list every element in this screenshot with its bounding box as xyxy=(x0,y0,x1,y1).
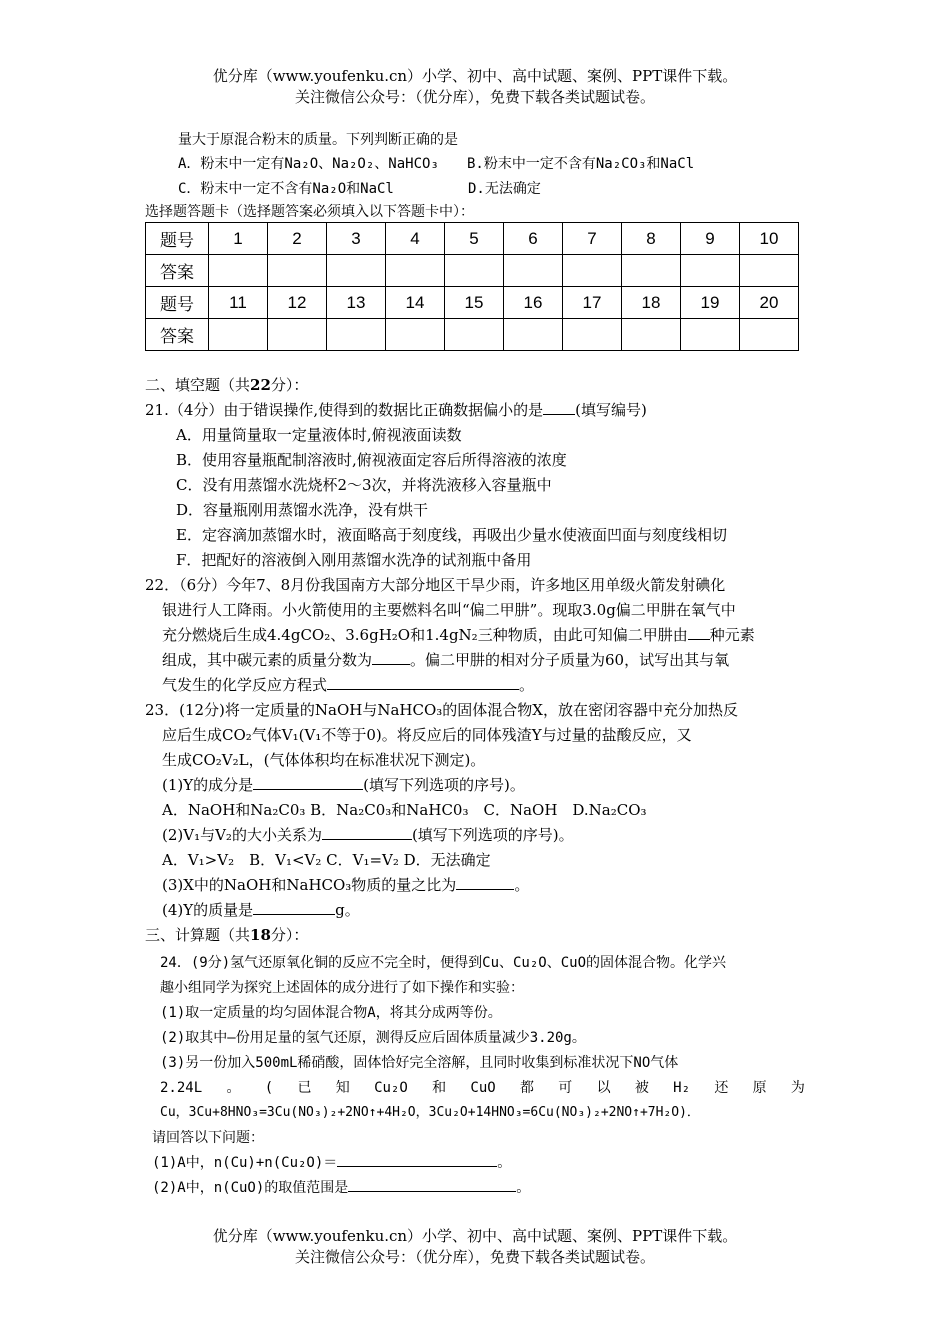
q23-part-1 xyxy=(162,774,525,796)
question-number: 17 xyxy=(563,287,622,319)
q22-line-4-text: 组成，其中碳元素的质量分数为 xyxy=(162,651,373,669)
question-number: 8 xyxy=(622,223,681,255)
answer-cell[interactable] xyxy=(386,319,445,351)
q21-option: D．容量瓶刚用蒸馏水洗净，没有烘干 xyxy=(176,501,429,519)
section-2-heading xyxy=(145,374,308,396)
answer-cell[interactable] xyxy=(504,319,563,351)
q23-part-4-blank[interactable] xyxy=(253,900,335,915)
q21-option: C．没有用蒸馏水洗烧杯2～3次，并将洗液移入容量瓶中 xyxy=(176,476,552,494)
question-number: 7 xyxy=(563,223,622,255)
q24-line-1: 24．(9分)氢气还原氧化铜的反应不完全时，便得到Cu、Cu₂O、CuO的固体混合物。化学兴 xyxy=(160,955,726,971)
q23-part-1-options: A．NaOH和Na₂C0₃ B．Na₂C0₃和NaHC0₃ C．NaOH D.Na₂CO₃ xyxy=(162,801,647,819)
q24-answer-1-text: (1)A中，n(Cu)+n(Cu₂O)＝ xyxy=(152,1155,338,1171)
question-number: 10 xyxy=(740,223,799,255)
q23-part-2-options: A．V₁>V₂ B．V₁<V₂ C．V₁=V₂ D．无法确定 xyxy=(162,851,491,869)
answer-cell[interactable] xyxy=(268,319,327,351)
q24-answer-2 xyxy=(152,1177,530,1199)
q24-step-3-justified-line xyxy=(160,1077,805,1099)
answer-card-number-row xyxy=(146,287,799,319)
answer-cell[interactable] xyxy=(563,255,622,287)
question-number: 5 xyxy=(445,223,504,255)
answer-card-answer-row xyxy=(146,319,799,351)
q24-word: 还 xyxy=(714,1080,729,1096)
q21-answer-blank[interactable] xyxy=(543,400,575,415)
answer-card-table xyxy=(145,222,799,351)
q21-stem-end: (填写编号) xyxy=(575,401,647,419)
q24-answer-2-blank[interactable] xyxy=(348,1177,516,1192)
answer-cell[interactable] xyxy=(681,319,740,351)
q24-word: 和 xyxy=(432,1080,447,1096)
row-label: 题号 xyxy=(146,223,209,255)
q24-answer-1-end: 。 xyxy=(497,1155,512,1171)
q20-option-a: A．粉末中一定有Na₂O、Na₂O₂、NaHCO₃ xyxy=(178,156,439,172)
q20-option-c: C．粉末中一定不含有Na₂O和NaCl xyxy=(178,181,394,197)
q22-element-count-blank[interactable] xyxy=(688,625,710,640)
q24-step-3: (3)另一份加入500mL稀硝酸，固体恰好完全溶解，且同时收集到标准状况下NO气体 xyxy=(160,1055,679,1071)
page-footer-line-1: 优分库（www.youfenku.cn）小学、初中、高中试题、案例、PPT课件下载。 xyxy=(212,1227,738,1245)
answer-card-title: 选择题答题卡（选择题答案必须填入以下答题卡中）： xyxy=(145,204,474,220)
answer-cell[interactable] xyxy=(327,255,386,287)
q24-answer-2-text: (2)A中，n(CuO)的取值范围是 xyxy=(152,1180,349,1196)
q24-ask: 请回答以下问题： xyxy=(152,1130,264,1146)
question-number: 18 xyxy=(622,287,681,319)
q22-carbon-fraction-blank[interactable] xyxy=(372,650,410,665)
q22-line-3 xyxy=(162,624,755,646)
page-header-line-2: 关注微信公众号：（优分库），免费下载各类试题试卷。 xyxy=(294,88,655,106)
q24-answer-1-blank[interactable] xyxy=(337,1152,497,1167)
q23-part-4-text: (4)Y的质量是 xyxy=(162,901,254,919)
answer-cell[interactable] xyxy=(622,255,681,287)
q22-equation-blank[interactable] xyxy=(327,675,519,690)
q23-part-2-blank[interactable] xyxy=(322,825,412,840)
q23-part-1-end: (填写下列选项的序号)。 xyxy=(363,776,525,794)
q21-stem-text: 21.（4分）由于错误操作,使得到的数据比正确数据偏小的是 xyxy=(145,401,544,419)
q24-word: 被 xyxy=(634,1080,649,1096)
answer-cell[interactable] xyxy=(622,319,681,351)
q20-continuation: 量大于原混合粉末的质量。下列判断正确的是 xyxy=(178,132,458,148)
q24-answer-1 xyxy=(152,1152,511,1174)
question-number: 12 xyxy=(268,287,327,319)
q24-word: 。 xyxy=(226,1080,241,1096)
question-number: 11 xyxy=(209,287,268,319)
page-header-line-1: 优分库（www.youfenku.cn）小学、初中、高中试题、案例、PPT课件下载。 xyxy=(212,67,738,85)
question-number: 4 xyxy=(386,223,445,255)
q23-line-3: 生成CO₂V₂L，(气体体积均在标准状况下测定)。 xyxy=(162,751,486,769)
section-2-points: 22 xyxy=(250,376,271,394)
q24-step-2: (2)取其中—份用足量的氢气还原，测得反应后固体质量减少3.20g。 xyxy=(160,1030,586,1046)
answer-cell[interactable] xyxy=(740,255,799,287)
answer-card-answer-row xyxy=(146,255,799,287)
q20-option-d: D.无法确定 xyxy=(468,181,541,197)
question-number: 16 xyxy=(504,287,563,319)
q22-line-3-text: 充分燃烧后生成4.4gCO₂、3.6gH₂O和1.4gN₂三种物质，由此可知偏二甲肼由 xyxy=(162,626,688,644)
answer-cell[interactable] xyxy=(209,255,268,287)
q24-word: 已 xyxy=(297,1080,312,1096)
answer-cell[interactable] xyxy=(563,319,622,351)
q24-equations: Cu，3Cu+8HNO₃=3Cu(NO₃)₂+2NO↑+4H₂O，3Cu₂O+14HNO₃=6Cu(NO₃)₂+2NO↑+7H₂O)． xyxy=(160,1105,700,1120)
question-number: 9 xyxy=(681,223,740,255)
q24-word: 2.24L xyxy=(160,1080,203,1096)
q23-part-1-text: (1)Y的成分是 xyxy=(162,776,254,794)
q21-option: A．用量筒量取一定量液体时,俯视液面读数 xyxy=(176,426,462,444)
q21-option: E．定容滴加蒸馏水时，液面略高于刻度线，再吸出少量水使液面凹面与刻度线相切 xyxy=(176,526,727,544)
question-number: 20 xyxy=(740,287,799,319)
q23-line-1: 23．(12分)将一定质量的NaOH与NaHCO₃的固体混合物X，放在密闭容器中充分加热反 xyxy=(145,701,738,719)
q24-word: Cu₂O xyxy=(374,1080,408,1096)
q24-word: ( xyxy=(264,1080,274,1096)
q24-word: H₂ xyxy=(673,1080,691,1096)
section-3-post: 分）： xyxy=(270,926,309,944)
question-number: 3 xyxy=(327,223,386,255)
q23-part-3-blank[interactable] xyxy=(456,875,514,890)
q23-part-1-blank[interactable] xyxy=(253,775,363,790)
q20-option-b: B.粉末中一定不含有Na₂CO₃和NaCl xyxy=(467,156,695,172)
q22-line-4-end: 。偏二甲肼的相对分子质量为60，试写出其与氧 xyxy=(410,651,730,669)
q23-part-2-text: (2)V₁与V₂的大小关系为 xyxy=(162,826,322,844)
question-number: 2 xyxy=(268,223,327,255)
answer-cell[interactable] xyxy=(681,255,740,287)
q23-part-3-text: (3)X中的NaOH和NaHCO₃物质的量之比为 xyxy=(162,876,457,894)
q21-option: B．使用容量瓶配制溶液时,俯视液面定容后所得溶液的浓度 xyxy=(176,451,567,469)
q24-word: 都 xyxy=(519,1080,534,1096)
section-3-heading xyxy=(145,924,308,946)
question-number: 15 xyxy=(445,287,504,319)
q24-word: 以 xyxy=(596,1080,611,1096)
question-number: 13 xyxy=(327,287,386,319)
answer-cell[interactable] xyxy=(504,255,563,287)
q24-word: 可 xyxy=(558,1080,573,1096)
question-number: 1 xyxy=(209,223,268,255)
answer-cell[interactable] xyxy=(209,319,268,351)
row-label: 题号 xyxy=(146,287,209,319)
section-3-pre: 三、计算题（共 xyxy=(145,926,251,944)
answer-cell[interactable] xyxy=(740,319,799,351)
section-3-points: 18 xyxy=(250,926,271,944)
answer-cell[interactable] xyxy=(268,255,327,287)
answer-card-number-row xyxy=(146,223,799,255)
answer-cell[interactable] xyxy=(327,319,386,351)
answer-cell[interactable] xyxy=(445,255,504,287)
q22-line-3-end: 种元素 xyxy=(709,626,755,644)
q22-line-1: 22．（6分）今年7、8月份我国南方大部分地区干旱少雨，许多地区用单级火箭发射碘化 xyxy=(145,576,726,594)
q24-word: 为 xyxy=(790,1080,805,1096)
q23-part-4 xyxy=(162,899,360,921)
q23-part-4-end: g。 xyxy=(335,901,360,919)
q24-answer-2-end: 。 xyxy=(516,1180,531,1196)
q22-line-2: 银进行人工降雨。小火箭使用的主要燃料名叫“偏二甲肼”。现取3.0g偏二甲肼在氧气中 xyxy=(162,601,736,619)
page-footer-line-2: 关注微信公众号：（优分库），免费下载各类试题试卷。 xyxy=(294,1248,655,1266)
question-number: 6 xyxy=(504,223,563,255)
q23-part-3-end: 。 xyxy=(514,876,530,894)
q22-line-4 xyxy=(162,649,729,671)
q24-word: CuO xyxy=(470,1080,496,1096)
q22-line-5-end: 。 xyxy=(519,676,535,694)
answer-cell[interactable] xyxy=(386,255,445,287)
q21-option: F．把配好的溶液倒入刚用蒸馏水洗净的试剂瓶中备用 xyxy=(176,551,532,569)
question-number: 19 xyxy=(681,287,740,319)
q23-part-2-end: (填写下列选项的序号)。 xyxy=(411,826,574,844)
q22-line-5-text: 气发生的化学反应方程式 xyxy=(162,676,328,694)
q23-part-2 xyxy=(162,824,574,846)
answer-cell[interactable] xyxy=(445,319,504,351)
q21-stem xyxy=(145,399,647,421)
q24-word: 原 xyxy=(752,1080,767,1096)
q24-step-1: (1)取一定质量的均匀固体混合物A，将其分成两等份。 xyxy=(160,1005,502,1021)
q23-line-2: 应后生成CO₂气体V₁(V₁不等于0)。将反应后的同体残渣Y与过量的盐酸反应，又 xyxy=(162,726,692,744)
row-label: 答案 xyxy=(146,319,209,351)
section-2-pre: 二、填空题（共 xyxy=(145,376,251,394)
q22-line-5 xyxy=(162,674,534,696)
section-2-post: 分）： xyxy=(270,376,309,394)
q23-part-3 xyxy=(162,874,529,896)
row-label: 答案 xyxy=(146,255,209,287)
q24-line-2: 趣小组同学为探究上述固体的成分进行了如下操作和实验： xyxy=(160,980,524,996)
question-number: 14 xyxy=(386,287,445,319)
q24-word: 知 xyxy=(335,1080,350,1096)
